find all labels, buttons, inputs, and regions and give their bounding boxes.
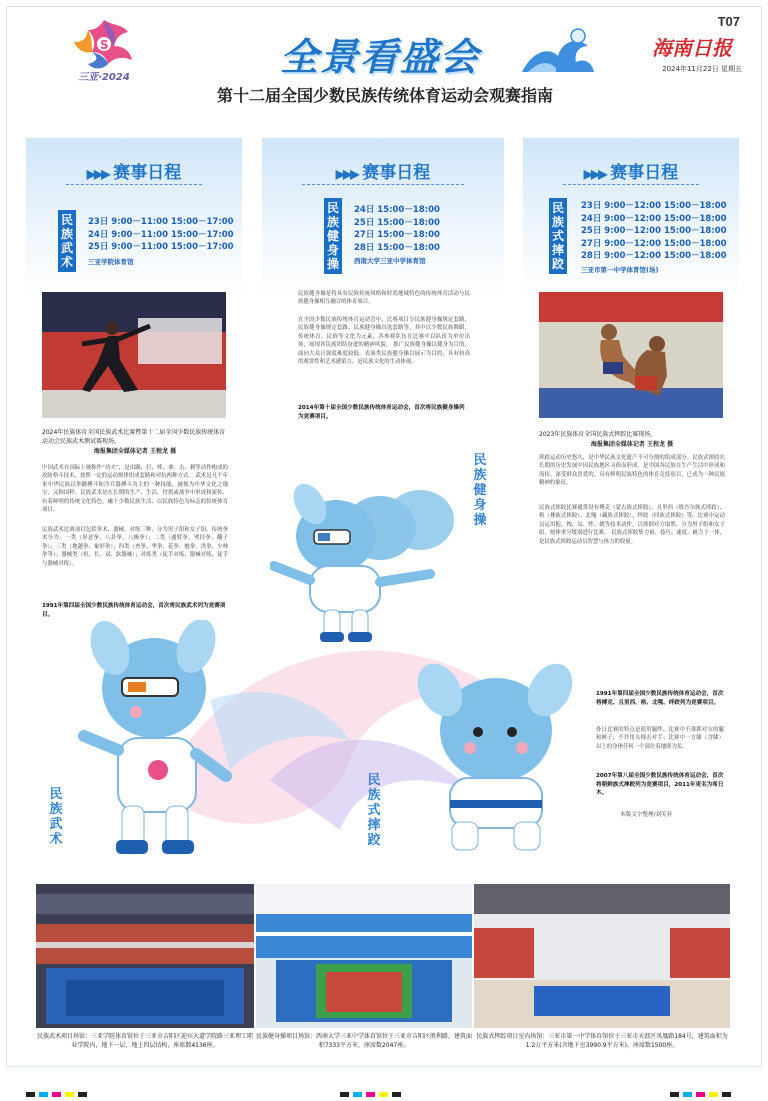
- schedule-row: 24日 9:00－12:00 15:00－18:00: [581, 213, 727, 224]
- vertical-label-martial: 民族武术: [49, 786, 63, 846]
- arrow-right-icon: ▶▶▶: [86, 167, 109, 181]
- martial-arts-photo: [42, 292, 226, 418]
- article-body: 摔跤运动历史悠久，是中华民族文化遗产不可分割的组成部分。民族式摔跤在长期的历史发展中因民族地区习俗而形成，是中国各民族在生产生活中形成和流传、深受群众喜爱的、具有鲜明民族特色的体育竞技项目，已成为一种民族精神的象征。: [539, 455, 725, 487]
- issue-date: 2024年11月22日 星期五: [662, 65, 742, 73]
- photo-caption: 2023年民族体育全国民族式摔跤比赛现场。: [539, 431, 657, 438]
- event-tag: 民族式摔跤: [549, 198, 567, 274]
- masthead: [562, 6, 752, 86]
- schedule-times: [581, 200, 727, 263]
- schedule-row: 27日 9:00－12:00 15:00－18:00: [581, 238, 727, 249]
- schedule-row: 24日 9:00－11:00 15:00－17:00: [88, 229, 234, 240]
- event-tag: 民族武术: [58, 210, 76, 272]
- venue-name: 西南大学三亚中学体育馆: [354, 257, 426, 265]
- schedule-row: 24日 15:00－18:00: [354, 205, 440, 215]
- schedule-row: 25日 9:00－12:00 15:00－18:00: [581, 226, 727, 236]
- arrow-right-icon: ▶▶▶: [335, 167, 358, 181]
- svg-text:S: S: [100, 38, 109, 52]
- venue-photo-martial: [36, 884, 254, 1028]
- venue-name: 三亚学院体育馆: [88, 258, 134, 266]
- photo-caption: 2024年民族体育全国民族武术比赛暨第十二届全国少数民族传统体育运动会民族武术测试赛现场。: [42, 429, 226, 445]
- wrestling-panel: [523, 138, 739, 638]
- schedule-title: [523, 158, 739, 183]
- schedule-title: [262, 158, 504, 183]
- registration-marks: [26, 1082, 91, 1088]
- schedule-title-text: 赛事日程: [113, 163, 182, 182]
- history-note: 2014年第十届全国少数民族传统体育运动会，首次将民族健身操列为竞赛项目。: [298, 405, 465, 420]
- history-note: 1991年第四届全国少数民族传统体育运动会，首次将搏克、且里西、格、北嘎、绊跤列为竞赛项目。: [596, 691, 724, 706]
- vertical-label-wrestling: 民族式摔跤: [367, 772, 381, 847]
- registration-marks: [340, 1082, 405, 1088]
- schedule-title-text: 赛事日程: [362, 163, 431, 182]
- logo-caption: 三亚·2024: [78, 72, 130, 83]
- mascot-martial-icon: [70, 620, 240, 860]
- schedule-row: 27日 15:00－18:00: [354, 230, 440, 240]
- schedule-row: 25日 15:00－18:00: [354, 217, 440, 228]
- text-credit: 本版文字整理/刘芙非: [620, 812, 673, 818]
- schedule-title-text: 赛事日程: [610, 163, 679, 182]
- venue-caption: 民族武术项目场馆：三亚学院体育馆位于三亚市吉阳区迎宾大道学院路三亚理工职业学院内，地下一层，地上四层结构，座席数4136座。: [36, 1033, 253, 1049]
- schedule-times: [88, 216, 234, 254]
- article-body: 民族武术比赛项目包括拳术、器械、对练三种，分为男子组和女子组。传统拳术分为：一类（形意拳、八卦拳、八极拳）；二类（通臂拳、劈挂拳、翻子拳）；三类（地趟拳、象形拳）；四类（查拳、华拳、花拳、炮拳、洪拳、少林拳等）；器械类（短、长、双、软器械）；对练类（徒手对练、器械对练、徒手与器械对练）。: [42, 527, 228, 567]
- article-body: 民族式摔跤比赛通常设有搏克（蒙古族式摔跤）、且里西（维吾尔族式摔跤）、格（彝族式摔跤）、北嘎（藏族式摔跤）、绊跤（回族式摔跤）等。比赛中运动员运用抱、拽、勾、绊、挑等技术动作，以摔倒对方取胜，分为男子组和女子组，按体重分级别进行比赛。 民族式摔跤集力量、技巧、速度、耐力于一体，是民族式摔跤运动员智慧与体力的较量。: [539, 505, 725, 545]
- divider: [563, 184, 699, 185]
- martial-arts-panel: [26, 138, 242, 628]
- divider: [66, 184, 202, 185]
- newspaper-name: 海南日报: [652, 38, 732, 60]
- schedule-title: [26, 158, 242, 183]
- fitness-dance-panel: [262, 138, 504, 438]
- schedule-row: 25日 9:00－11:00 15:00－17:00: [88, 242, 234, 252]
- venue-name: 三亚市第一中学体育馆(场): [581, 266, 659, 274]
- venue-caption: 民族式摔跤项目室内场馆：三亚市第一中学体育馆位于三亚市天涯区凤凰路184号，建筑面积为1.2万平方米(含地下室3990.9平方米)，座席数1500座。: [476, 1033, 728, 1049]
- mascot-wrestling-icon: [400, 660, 590, 860]
- divider: [302, 184, 464, 185]
- page-number: T07: [717, 14, 740, 29]
- arrow-right-icon: ▶▶▶: [583, 167, 606, 181]
- article-body: 在全国少数民族传统体育运动会中，比赛项目分民族健身操规定套路、民族健身操规定套路、民族健身操自选套路等，其中以少数民族舞蹈、传统体育、民俗等文化为元素，各参赛队伍在比赛中以队伍为单位出场，展现各民族团结奋进的精神风貌。 推广民族健身操以健身为目的，面向大众且强度难度较低，表演类民族健身操以展示为目的，具有较高的观赏性和艺术感染力，是民族文化的生动体现。: [298, 317, 470, 366]
- venue-caption: 民族健身操项目场馆：西南大学三亚中学体育馆位于三亚市吉阳区胜利路，建筑面积7333平方米，座席数2047座。: [256, 1033, 473, 1049]
- article-body: 中国武术在国际上被称作“功夫”，是由踢、打、摔、拿、击、刺等动作构成的攻防格斗技术，按照一定的运动规律组成套路和对抗两种方式。 武术是几千年来中华民族以拳脚搏斗和冷兵器搏斗为主的一种技能，被视为中华文化之瑰宝，又称国粹。民族武术是在长期的生产、生活、狩猎或战争中形成和流传、有着鲜明的传统文化特色，融于少数民族生活、以民族特色为标志的传统体育项目。: [42, 465, 228, 514]
- history-note: 2007年第八届全国少数民族传统体育运动会，首次将朝鲜族式摔跤列为竞赛项目，2011年更名为希日木。: [596, 773, 724, 797]
- registration-marks: [670, 1082, 735, 1088]
- vertical-label-fitness: 民族健身操: [473, 452, 487, 527]
- photo-credit: 海报集团全媒体记者 王程龙 摄: [93, 448, 177, 455]
- article-body: 民族健身操是将具有民族传统风格和时尚地域特色的传统体育活动与民族健身操相互融合的体育项目。: [298, 291, 470, 306]
- page-headline: 全景看盛会: [279, 37, 480, 79]
- schedule-row: 23日 9:00－11:00 15:00－17:00: [88, 217, 234, 227]
- mascot-fitness-icon: [270, 470, 490, 650]
- schedule-row: 28日 9:00－12:00 15:00－18:00: [581, 251, 727, 261]
- schedule-times: [354, 204, 440, 254]
- venue-photo-fitness: [256, 884, 472, 1028]
- history-note: 1991年第四届全国少数民族传统体育运动会，首次将民族武术列为竞赛项目。: [42, 603, 226, 618]
- schedule-row: 28日 15:00－18:00: [354, 242, 440, 253]
- venue-photo-wrestling: [474, 884, 730, 1028]
- article-body: 骨日比赛的特点是使用腿绊、比赛中不准抓对方的腿和裤子，不许用头撞击对手；比赛中一方膝（含膝）以上的身体任何一个部位着地即为负。: [596, 727, 724, 750]
- photo-credit: 海报集团全媒体记者 王程龙 摄: [590, 441, 674, 448]
- event-tag: 民族健身操: [324, 198, 342, 274]
- page-subheadline: 第十二届全国少数民族传统体育运动会观赛指南: [216, 88, 553, 105]
- wrestling-photo: [539, 292, 723, 418]
- schedule-row: 23日 9:00－12:00 15:00－18:00: [581, 201, 727, 211]
